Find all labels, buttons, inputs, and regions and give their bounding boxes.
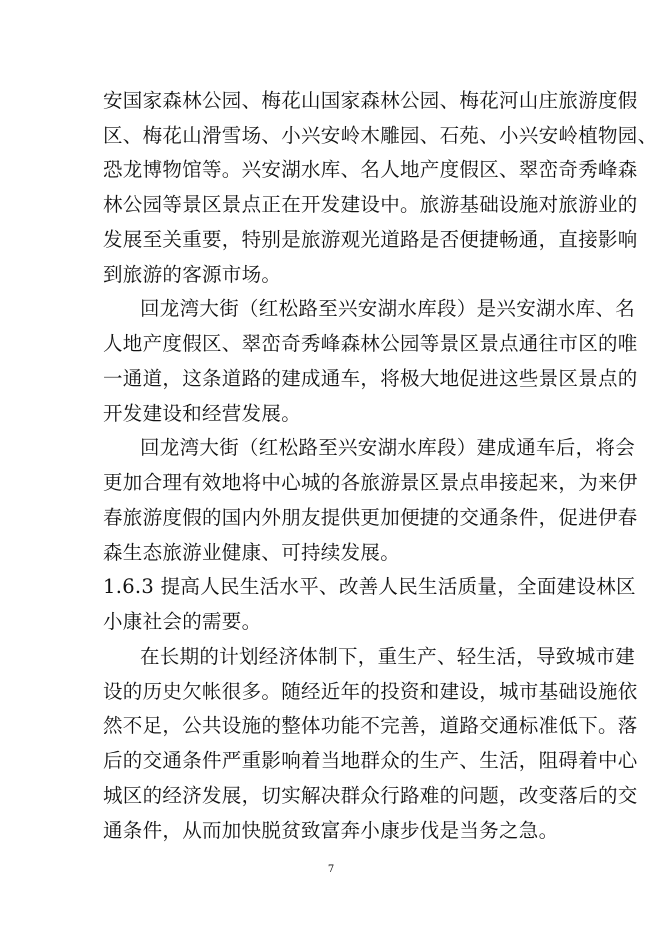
section-heading-continued: 小康社会的需要。 [103,610,262,633]
paragraph-first-line: 在长期的计划经济体制下，重生产、轻生活，导致城市建 [140,645,636,668]
text-line: 开发建设和经营发展。 [103,402,302,425]
text-line: 春旅游度假的国内外朋友提供更加便捷的交通条件，促进伊春 [103,506,638,529]
text-line: 到旅游的客源市场。 [103,263,282,286]
text-line: 通条件，从而加快脱贫致富奔小康步伐是当务之急。 [103,819,559,842]
section-heading: 1.6.3 提高人民生活水平、改善人民生活质量，全面建设林区 [103,575,636,598]
text-line: 人地产度假区、翠峦奇秀峰森林公园等景区景点通往市区的唯 [103,332,638,355]
text-line: 然不足，公共设施的整体功能不完善，道路交通标准低下。落 [103,714,638,737]
text-line: 恐龙博物馆等。兴安湖水库、名人地产度假区、翠峦奇秀峰森 [103,158,638,181]
page-number: 7 [327,864,335,875]
paragraph-first-line: 回龙湾大街（红松路至兴安湖水库段）是兴安湖水库、名 [140,297,636,320]
text-line: 后的交通条件严重影响着当地群众的生产、生活，阻碍着中心 [103,749,638,772]
text-line: 更加合理有效地将中心城的各旅游景区景点串接起来，为来伊 [103,471,638,494]
text-line: 安国家森林公园、梅花山国家森林公园、梅花河山庄旅游度假 [103,89,638,112]
text-line: 林公园等景区景点正在开发建设中。旅游基础设施对旅游业的 [103,193,638,216]
text-line: 设的历史欠帐很多。随经近年的投资和建设，城市基础设施依 [103,680,638,703]
text-line: 发展至关重要，特别是旅游观光道路是否便捷畅通，直接影响 [103,228,638,251]
text-line: 一通道，这条道路的建成通车，将极大地促进这些景区景点的 [103,367,638,390]
text-line: 森生态旅游业健康、可持续发展。 [103,541,401,564]
text-line: 区、梅花山滑雪场、小兴安岭木雕园、石苑、小兴安岭植物园、 [103,124,658,147]
paragraph-first-line: 回龙湾大街（红松路至兴安湖水库段）建成通车后，将会 [140,436,636,459]
text-line: 城区的经济发展，切实解决群众行路难的问题，改变落后的交 [103,784,638,807]
